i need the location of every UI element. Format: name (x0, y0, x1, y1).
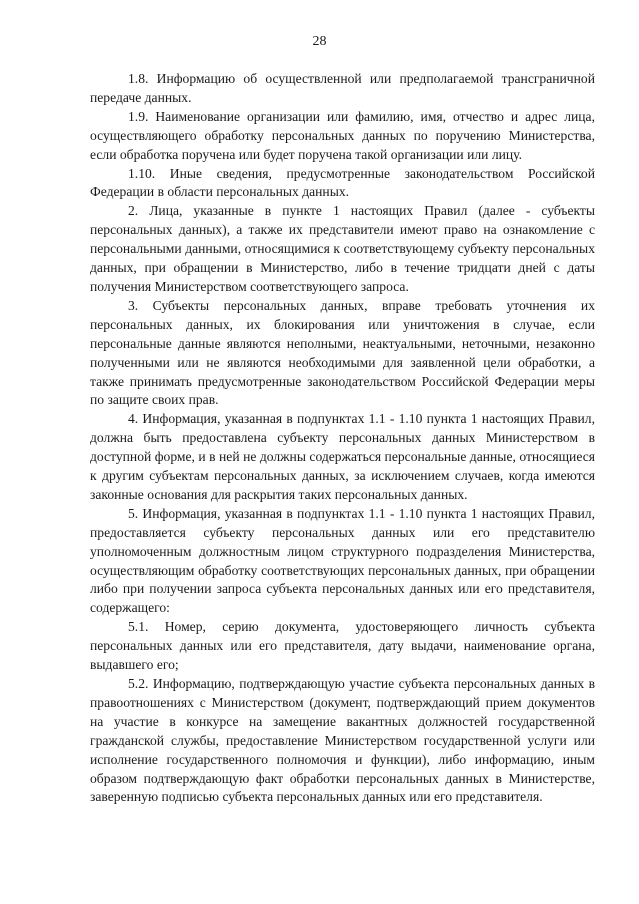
paragraph-1-10: 1.10. Иные сведения, предусмотренные законодательством Российской Федерации в области персональных данных. (90, 165, 595, 200)
paragraph-2: 2. Лица, указанные в пункте 1 настоящих Правил (далее - субъекты персональных данных), а также их представители имеют право на ознакомление с персональными данными, относящимися к соответствующему субъекту персональных данных, при обращении в Министерство, либо в течение тридцати дней с даты получения Министерством соответствующего запроса. (90, 203, 595, 294)
paragraph-5-2: 5.2. Информацию, подтверждающую участие субъекта персональных данных в правоотношениях с Министерством (документ, подтверждающий прием документов на участие в конкурсе на замещение вакантных должностей государственной гражданской службы, предоставление Министерством государственной услуги или исполнение государственного полномочия и функции), либо информацию, иным образом подтверждающую факт обработки персональных данных в Министерстве, заверенную подписью субъекта персональных данных или его представителя. (90, 676, 595, 805)
document-body (90, 70, 595, 807)
paragraph-4: 4. Информация, указанная в подпунктах 1.1 - 1.10 пункта 1 настоящих Правил, должна быть предоставлена субъекту персональных данных Министерством в доступной форме, и в ней не должны содержаться персональные данные, относящиеся к другим субъектам персональных данных, за исключением случаев, когда имеются законные основания для раскрытия таких персональных данных. (90, 411, 595, 502)
page-number: 28 (312, 34, 327, 49)
paragraph-1-9: 1.9. Наименование организации или фамилию, имя, отчество и адрес лица, осуществляющего обработку персональных данных по поручению Министерства, если обработка поручена или будет поручена такой организации или лицу. (90, 108, 595, 162)
paragraph-5: 5. Информация, указанная в подпунктах 1.1 - 1.10 пункта 1 настоящих Правил, предоставляется субъекту персональных данных или его представителю уполномоченным должностным лицом структурного подразделения Министерства, осуществляющим обработку соответствующих персональных данных, при обращении либо при получении запроса субъекта персональных данных или его представителя, содержащего: (90, 505, 595, 616)
paragraph-5-1: 5.1. Номер, серию документа, удостоверяющего личность субъекта персональных данных или его представителя, дату выдачи, наименование органа, выдавшего его; (90, 619, 595, 673)
paragraph-1-8: 1.8. Информацию об осуществленной или предполагаемой трансграничной передаче данных. (90, 71, 595, 105)
paragraph-3: 3. Субъекты персональных данных, вправе требовать уточнения их персональных данных, их блокирования или уничтожения в случае, если персональные данные являются неполными, неактуальными, неточными, незаконно полученными или не являются необходимыми для заявленной цели обработки, а также принимать предусмотренные законодательством Российской Федерации меры по защите своих прав. (90, 297, 595, 408)
